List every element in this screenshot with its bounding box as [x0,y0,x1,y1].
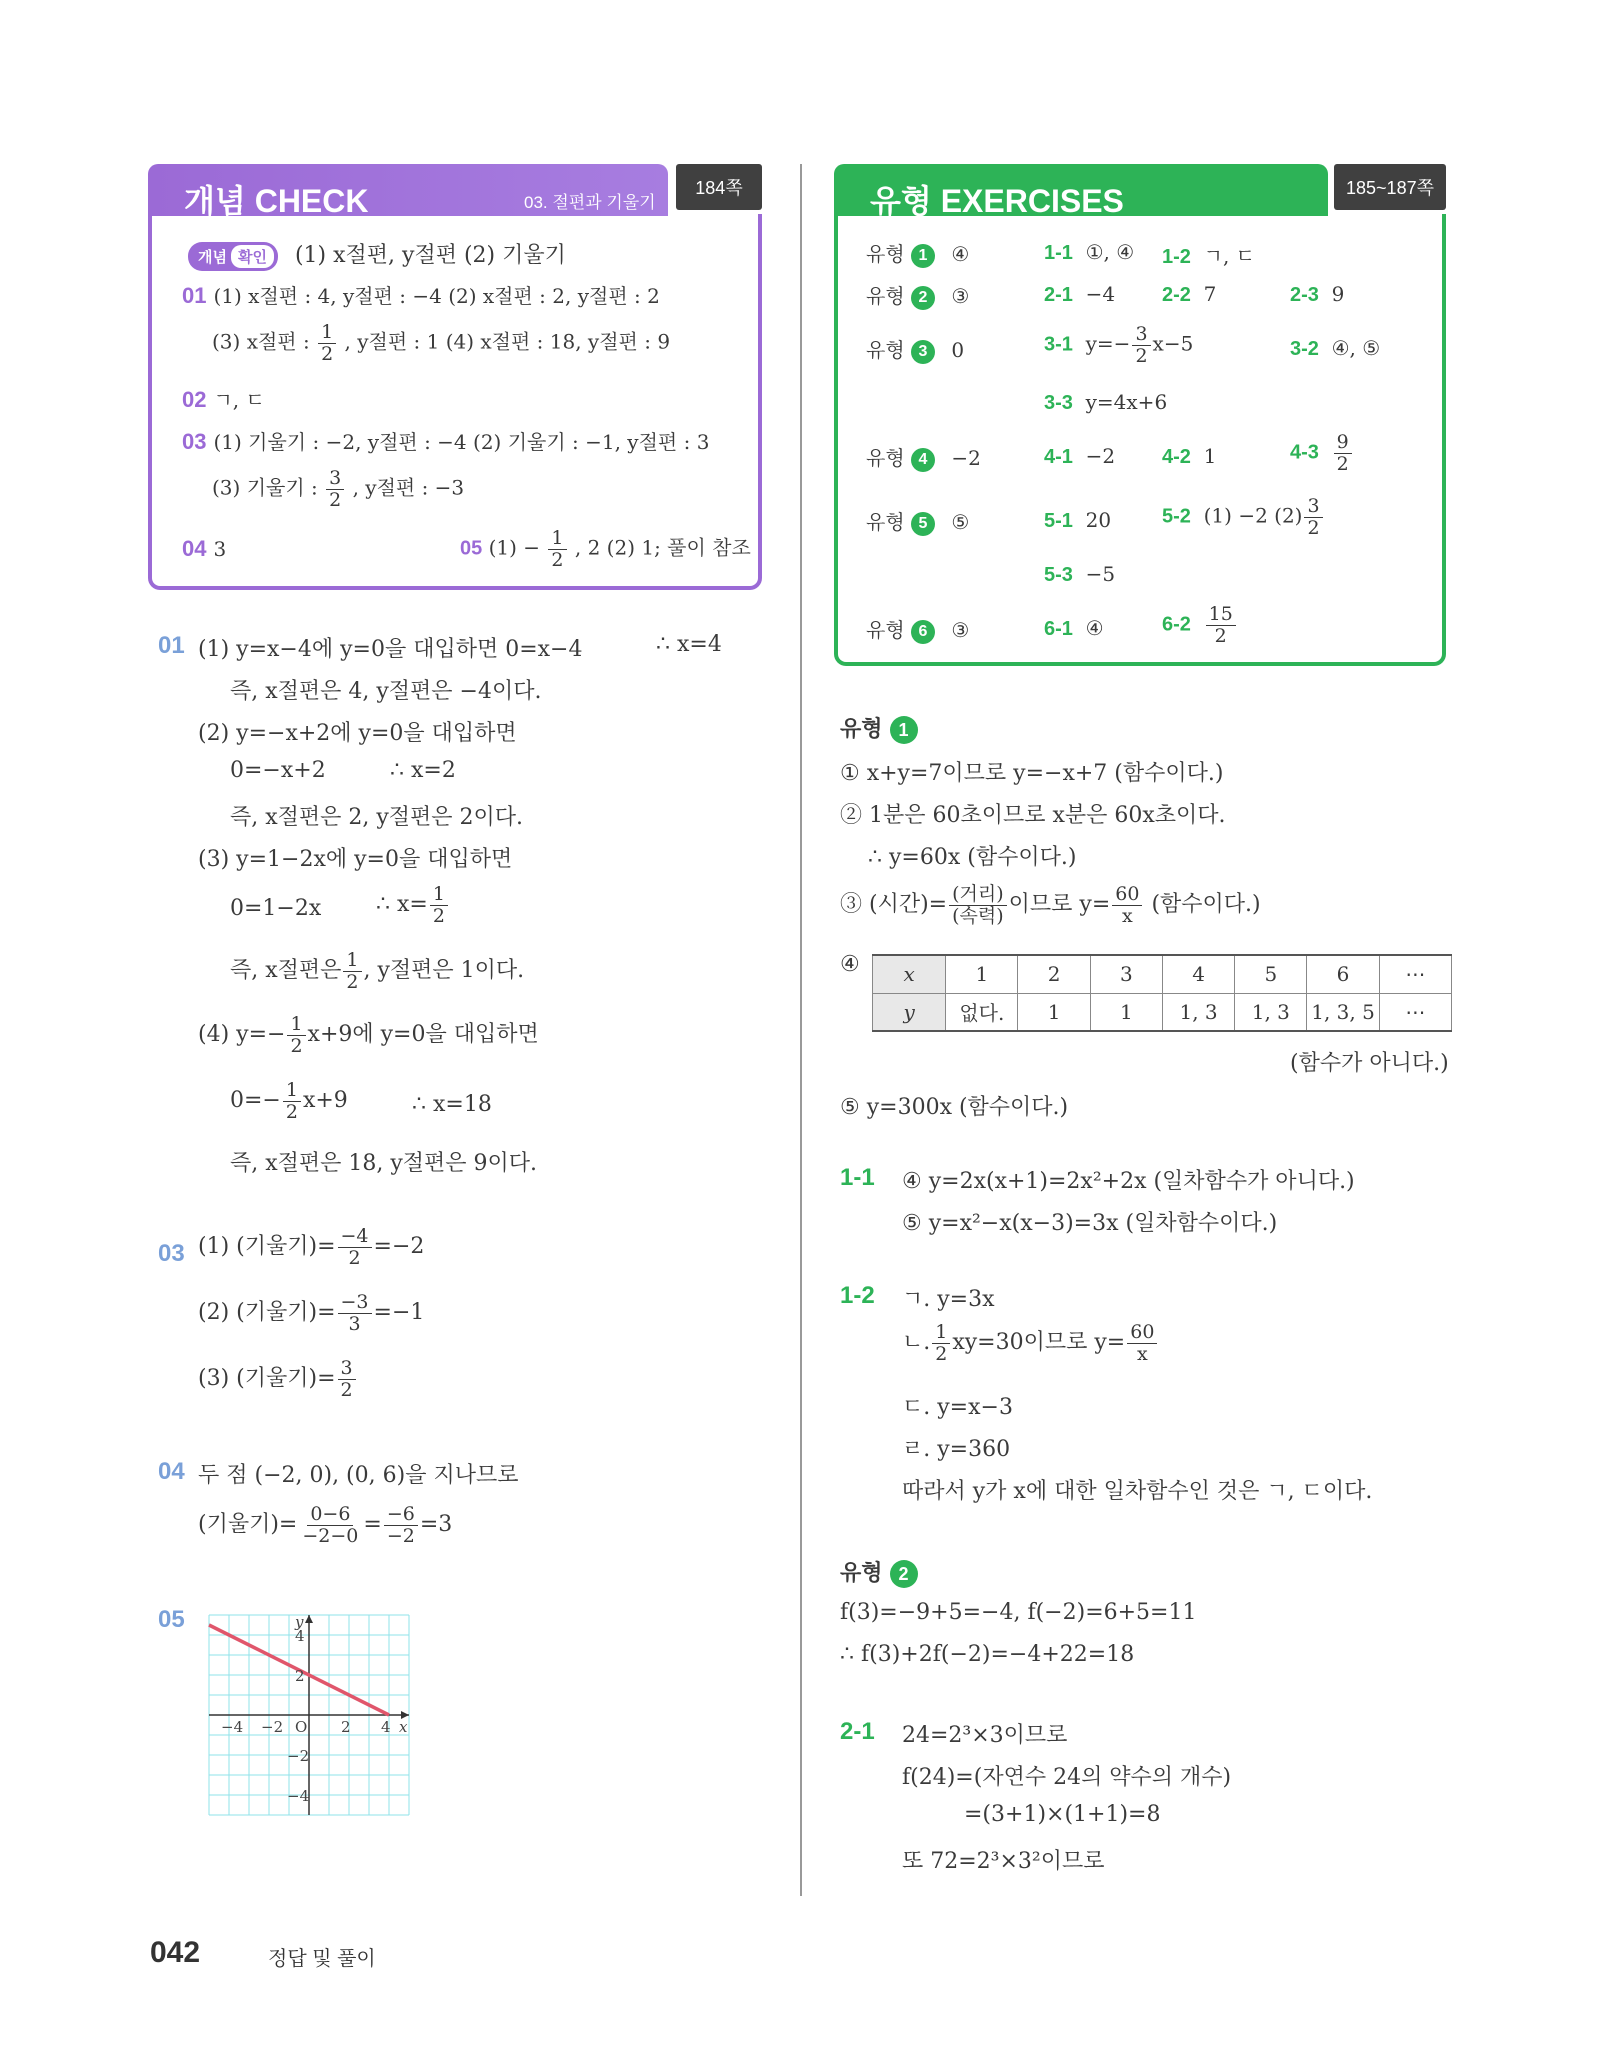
check-04-line: 04 3 [182,536,227,561]
table-cell: 1, 3, 5 [1307,993,1379,1031]
sol-04-number: 04 [158,1458,185,1485]
sol-2-1-code: 2-1 [840,1718,875,1745]
ex-row-1: 유형 1 ④ [866,242,970,266]
ex-2-1: 2-1 −4 [1044,282,1116,306]
sol-01-d1: (4) y=− $\frac{1}{2}$ x+9에 y=0을 대입하면 [198,1013,539,1057]
table-cell: 6 [1307,955,1379,993]
type-1-l7: ⑤ y=300x (함수이다.) [840,1095,1069,1120]
sol-01-c3: 즉, x절편은 $\frac{1}{2}$ , y절편은 1이다. [230,949,525,993]
sol-1-2-l4: ㄹ. y=360 [902,1437,1011,1462]
x-axis-label: x [399,1718,408,1736]
sol-01-number: 01 [158,632,185,659]
sol-01-c2: 0=1−2x [230,896,322,921]
type-1-l1: ① x+y=7이므로 y=−x+7 (함수이다.) [840,761,1224,786]
sol-01-d2r: ∴ x=18 [412,1092,492,1117]
ex-6-1: 6-1 ④ [1044,616,1104,640]
ex-2-3: 2-3 9 [1290,282,1345,306]
x-tick-label: 2 [341,1718,351,1736]
sol-03-number: 03 [158,1240,185,1267]
table-cell: 3 [1090,955,1162,993]
sol-01-d3: 즉, x절편은 18, y절편은 9이다. [230,1151,538,1176]
table-cell: 없다. [946,993,1018,1031]
sol-2-1-l1: 24=2³×3이므로 [902,1723,1068,1748]
table-cell: 4 [1162,955,1234,993]
ex-3-2: 3-2 ④, ⑤ [1290,336,1381,360]
ex-4-1: 4-1 −2 [1044,444,1116,468]
sol-1-2-l5: 따라서 y가 x에 대한 일차함수인 것은 ㄱ, ㄷ이다. [902,1479,1373,1504]
concept-answer: (1) x절편, y절편 (2) 기울기 [294,243,566,268]
sol-01-a1r: ∴ x=4 [656,632,722,657]
sol-01-a1: (1) y=x−4에 y=0을 대입하면 0=x−4 [198,637,583,662]
sol-1-2-l1: ㄱ. y=3x [902,1287,995,1312]
y-axis-arrow [305,1615,313,1623]
ex-row-2: 유형 2 ③ [866,284,970,308]
concept-check-page-tab [676,164,762,210]
exercises-page-tab [1334,164,1446,210]
table-cell: 1 [1090,993,1162,1031]
ex-row-3: 유형 3 0 [866,338,965,362]
sol-03-c: (3) (기울기)= $\frac{3}{2}$ [198,1358,358,1400]
sol-01-c1: (3) y=1−2x에 y=0을 대입하면 [198,847,513,872]
table-cell: 1, 3 [1162,993,1234,1031]
check-02-line: 02 ㄱ, ㄷ [182,387,265,412]
ex-6-2: 6-2 $\frac{15}{2}$ [1162,604,1238,646]
sol-01-a2: 즉, x절편은 4, y절편은 −4이다. [230,679,542,704]
table-cell: 5 [1235,955,1307,993]
check-05-line: 05 (1) − $\frac{1}{2}$ , 2 (2) 1; 풀이 참조 [460,527,751,571]
x-tick-label: −4 [221,1718,244,1736]
sol-01-b1: (2) y=−x+2에 y=0을 대입하면 [198,721,517,746]
sol-1-2-code: 1-2 [840,1282,875,1309]
ex-4-3: 4-3 $\frac{9}{2}$ [1290,432,1354,474]
type-1-l6: (함수가 아니다.) [1290,1051,1449,1076]
footer-page-number: 042 [150,1936,201,1969]
fraction: $\frac{3}{2}$ [326,468,344,510]
ex-1-1: 1-1 ①, ④ [1044,240,1135,264]
sol-04-a: 두 점 (−2, 0), (0, 6)을 지나므로 [198,1463,519,1488]
table-cell: ⋯ [1379,993,1451,1031]
sol-01-b2: 0=−x+2 [230,758,326,783]
ex-1-2: 1-2 ㄱ, ㄷ [1162,244,1255,268]
ex-row-5: 유형 5 ⑤ [866,510,970,534]
y-tick-label: 4 [295,1627,305,1645]
x-tick-label: 4 [381,1718,391,1736]
type-1-l4: ③ (시간)= $\frac{\text{(거리)}}{\text{(속력)}}$ 이므로 y= $\frac{60}{x}$ (함수이다.) [840,883,1261,927]
line-graph [204,1610,414,1820]
check-01-line-b: (3) x절편 : $\frac{1}{2}$ , y절편 : 1 (4) x절편 : 18, y절편 : 9 [212,321,671,365]
table-cell: 2 [1018,955,1090,993]
sol-01-b2r: ∴ x=2 [390,758,456,783]
sol-1-1-l2: ⑤ y=x²−x(x−3)=3x (일차함수이다.) [902,1211,1278,1236]
y-axis-label: y [295,1613,304,1631]
fraction: $\frac{1}{2}$ [318,322,336,364]
ex-5-3: 5-3 −5 [1044,562,1116,586]
column-divider [800,164,802,1896]
x-tick-label: −2 [261,1718,284,1736]
type-2-l1: f(3)=−9+5=−4, f(−2)=6+5=11 [840,1600,1197,1625]
sol-04-b: (기울기)= $\frac{0-6}{-2-0}$ = $\frac{-6}{-2}$ =3 [198,1503,453,1547]
ex-4-2: 4-2 1 [1162,444,1217,468]
table-header-cell: x [873,955,946,993]
type-1-l3: ∴ y=60x (함수이다.) [868,845,1077,870]
concept-check-page: 184쪽 [695,178,743,198]
type-1-l5: ④ [840,952,860,977]
check-01-line-a: 01 (1) x절편 : 4, y절편 : −4 (2) x절편 : 2, y절편 : 2 [182,283,660,308]
y-tick-label: −2 [287,1747,310,1765]
exercises-title: 유형 EXERCISES [870,183,1124,219]
ex-row-4: 유형 4 −2 [866,446,981,470]
sol-1-1-code: 1-1 [840,1164,875,1191]
type-1-l2: ② 1분은 60초이므로 x분은 60x초이다. [840,803,1226,828]
type-2-heading: 유형 2 [840,1556,918,1588]
sol-05-number: 05 [158,1606,185,1633]
ex-3-1: 3-1 y=− $\frac{3}{2}$ x−5 [1044,323,1194,367]
table-header-cell: y [873,993,946,1031]
table-cell: 1 [1018,993,1090,1031]
table-cell: 1, 3 [1235,993,1307,1031]
y-tick-label: −4 [287,1787,310,1805]
fraction: $\frac{1}{2}$ [548,528,566,570]
sol-2-1-l2: f(24)=(자연수 24의 약수의 개수) [902,1765,1232,1790]
exercises-page: 185~187쪽 [1346,178,1434,198]
origin-label: O [295,1718,308,1736]
table-cell: 1 [946,955,1018,993]
concept-check-header [148,164,668,219]
concept-check-line [188,238,566,271]
type-1-heading: 유형 1 [840,712,918,744]
sol-01-d2: 0=− $\frac{1}{2}$ x+9 [230,1079,348,1123]
ex-2-2: 2-2 7 [1162,282,1217,306]
sol-1-1-l1: ④ y=2x(x+1)=2x²+2x (일차함수가 아니다.) [902,1169,1355,1194]
y-tick-label: 2 [295,1667,305,1685]
type-2-l2: ∴ f(3)+2f(−2)=−4+22=18 [840,1642,1135,1667]
ex-5-1: 5-1 20 [1044,508,1112,532]
sol-01-c2r: ∴ x= $\frac{1}{2}$ [376,884,450,926]
sol-01-b3: 즉, x절편은 2, y절편은 2이다. [230,805,524,830]
sol-2-1-l3: =(3+1)×(1+1)=8 [964,1802,1161,1827]
ex-5-2: 5-2 (1) −2 (2) $\frac{3}{2}$ [1162,496,1325,538]
exercises-header [834,164,1328,219]
sol-03-a: (1) (기울기)= $\frac{-4}{2}$ =−2 [198,1225,425,1269]
footer-label: 정답 및 풀이 [268,1948,376,1970]
sol-03-b: (2) (기울기)= $\frac{-3}{3}$ =−1 [198,1291,425,1335]
concept-check-subtitle: 03. 절편과 기울기 [524,193,656,212]
table-cell: ⋯ [1379,955,1451,993]
sol-1-2-l3: ㄷ. y=x−3 [902,1395,1013,1420]
check-03-line-a: 03 (1) 기울기 : −2, y절편 : −4 (2) 기울기 : −1, y절편 : 3 [182,429,710,454]
concept-check-title: 개념 CHECK [184,183,369,219]
function-table [872,954,1452,1032]
sol-2-1-l4: 또 72=2³×3²이므로 [902,1849,1105,1874]
sol-1-2-l2: ㄴ. $\frac{1}{2}$ xy=30이므로 y= $\frac{60}{x}$ [902,1322,1159,1364]
check-03-line-b: (3) 기울기 : $\frac{3}{2}$ , y절편 : −3 [212,467,465,511]
concept-badge: 개념 확인 [188,242,278,271]
ex-row-6: 유형 6 ③ [866,618,970,642]
ex-3-3: 3-3 y=4x+6 [1044,390,1168,414]
